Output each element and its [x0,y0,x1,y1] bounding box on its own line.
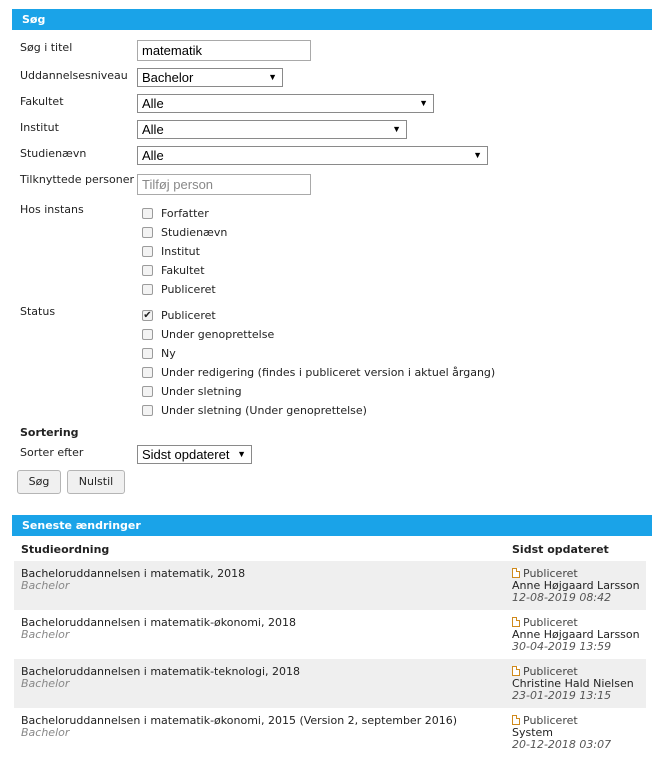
status-text: Publiceret [523,567,578,580]
status-text: Publiceret [523,665,578,678]
search-panel-header: Søg [12,9,652,30]
row-title-link[interactable]: Bacheloruddannelsen i matematik-teknologi, 2018 [21,665,301,678]
row-level: Bachelor [21,579,70,592]
row-level: Bachelor [21,726,70,739]
checkbox[interactable] [142,265,153,276]
option-label: Under sletning [161,385,242,398]
document-icon [512,666,520,676]
option-label: Ny [161,347,176,360]
option-label: Forfatter [161,207,209,220]
option-label: Studienævn [161,226,228,239]
faculty-select[interactable] [137,94,434,113]
level-select-value: Bachelor [142,70,194,85]
sorting-heading: Sortering [20,426,79,439]
chevron-down-icon: ▼ [237,449,246,459]
document-icon [512,617,520,627]
hos-instans-label: Hos instans [20,203,84,216]
row-title-link[interactable]: Bacheloruddannelsen i matematik, 2018 [21,567,246,580]
option-label: Publiceret [161,309,216,322]
table-row [14,659,646,708]
row-date: 20-12-2018 03:07 [512,738,612,751]
persons-label: Tilknyttede personer [20,173,134,186]
row-person: Anne Højgaard Larsson [512,579,640,592]
chevron-down-icon: ▼ [473,150,482,160]
institute-select-value: Alle [142,122,164,137]
board-select[interactable] [137,146,488,165]
checkbox[interactable] [142,208,153,219]
sort-by-select-value: Sidst opdateret [142,447,230,462]
chevron-down-icon: ▼ [392,124,401,134]
chevron-down-icon: ▼ [268,72,277,82]
title-search-label: Søg i titel [20,41,73,54]
sort-by-label: Sorter efter [20,446,84,459]
row-date: 23-01-2019 13:15 [512,689,612,702]
status-text: Publiceret [523,714,578,727]
checkbox[interactable] [142,405,153,416]
title-search-input[interactable] [137,40,311,61]
checkbox[interactable] [142,348,153,359]
search-button[interactable]: Søg [17,470,61,494]
level-label: Uddannelsesniveau [20,69,128,82]
column-header-updated: Sidst opdateret [512,543,609,556]
status-label: Status [20,305,56,318]
option-label: Under sletning (Under genoprettelse) [161,404,367,417]
institute-select[interactable] [137,120,407,139]
persons-input[interactable] [137,174,311,195]
status-text: Publiceret [523,616,578,629]
document-icon [512,715,520,725]
row-person: System [512,726,554,739]
row-date: 12-08-2019 08:42 [512,591,612,604]
checkbox[interactable] [142,329,153,340]
checkbox[interactable] [142,284,153,295]
faculty-select-value: Alle [142,96,164,111]
recent-changes-header: Seneste ændringer [12,515,652,536]
table-row [14,610,646,659]
row-title-link[interactable]: Bacheloruddannelsen i matematik-økonomi, 2018 [21,616,296,629]
checkbox[interactable] [142,246,153,257]
option-label: Publiceret [161,283,216,296]
checkbox[interactable] [142,386,153,397]
board-select-value: Alle [142,148,164,163]
row-level: Bachelor [21,677,70,690]
sort-by-select[interactable] [137,445,252,464]
checkmark-icon: ✔ [143,310,152,321]
row-person: Anne Højgaard Larsson [512,628,640,641]
table-row [14,708,646,757]
table-row [14,561,646,610]
row-date: 30-04-2019 13:59 [512,640,612,653]
chevron-down-icon: ▼ [419,98,428,108]
checkbox[interactable] [142,227,153,238]
checkbox[interactable] [142,367,153,378]
faculty-label: Fakultet [20,95,64,108]
option-label: Fakultet [161,264,205,277]
level-select[interactable] [137,68,283,87]
option-label: Under genoprettelse [161,328,275,341]
column-header-studieordning: Studieordning [21,543,110,556]
reset-button[interactable]: Nulstil [67,470,125,494]
row-person: Christine Hald Nielsen [512,677,634,690]
checkbox-checked[interactable] [142,310,153,321]
institute-label: Institut [20,121,59,134]
document-icon [512,568,520,578]
board-label: Studienævn [20,147,87,160]
option-label: Institut [161,245,200,258]
option-label: Under redigering (findes i publiceret version i aktuel årgang) [161,366,496,379]
row-title-link[interactable]: Bacheloruddannelsen i matematik-økonomi, 2015 (Version 2, september 2016) [21,714,458,727]
row-level: Bachelor [21,628,70,641]
